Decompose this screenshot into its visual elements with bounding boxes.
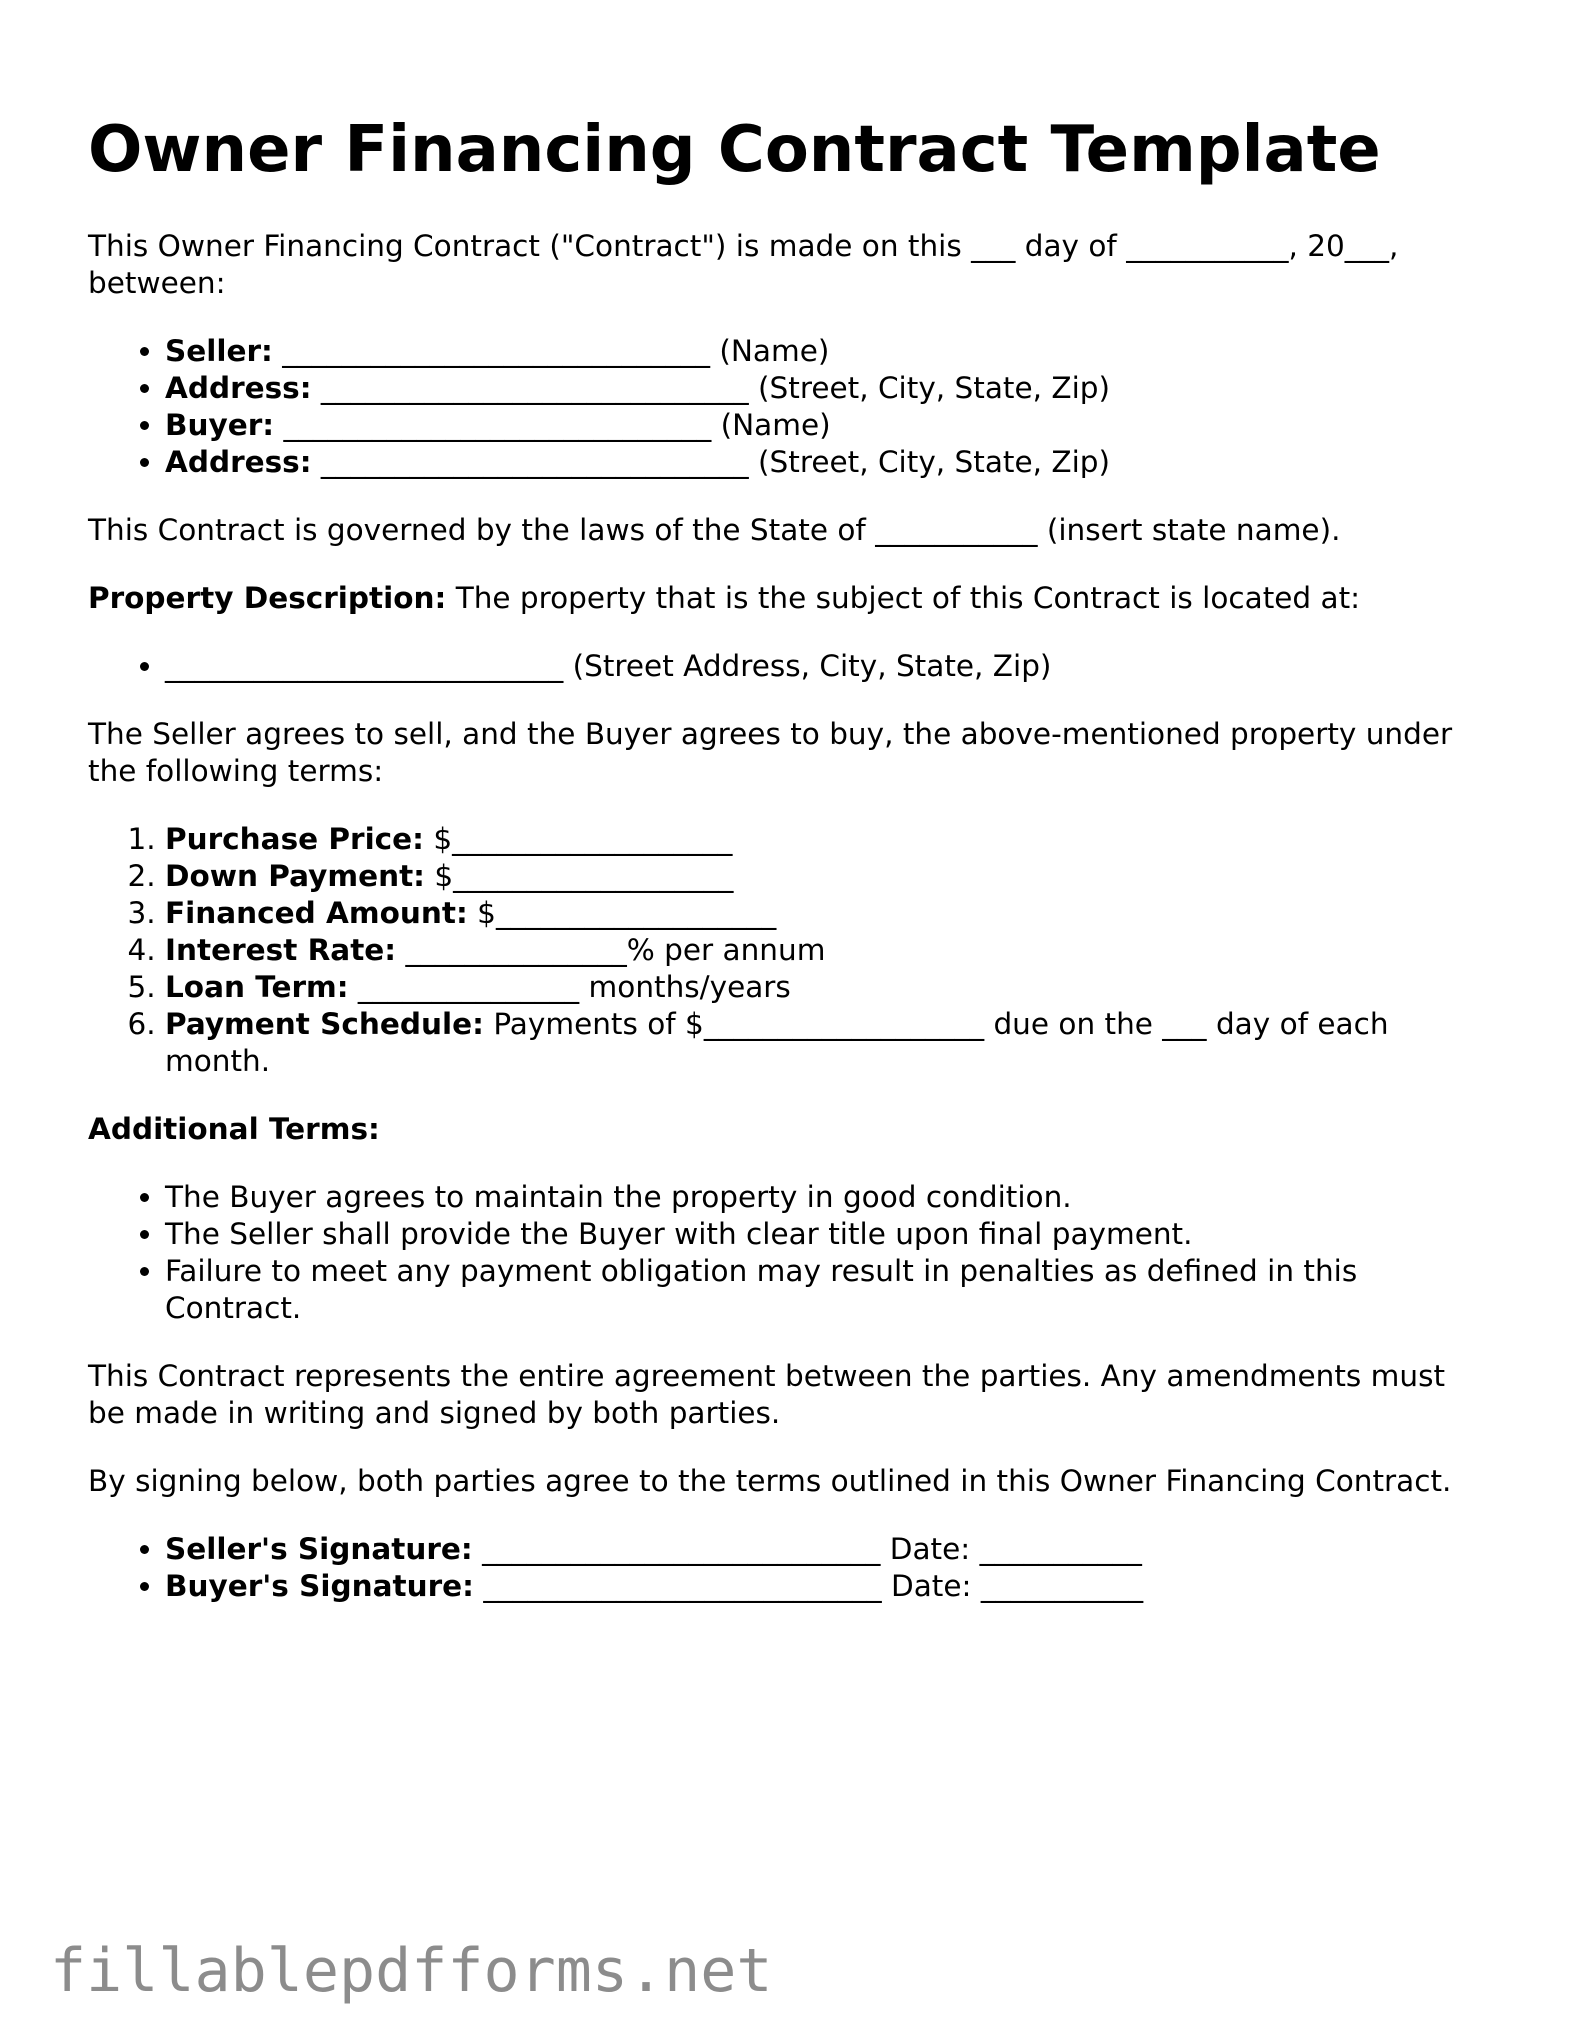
term-label: Loan Term: [165, 970, 349, 1004]
additional-terms-label: Additional Terms: [88, 1112, 380, 1146]
party-seller-name [165, 333, 1488, 370]
entire-agreement-paragraph: This Contract represents the entire agreement between the parties. Any amendments must be made in writing and signed by both parties. [88, 1359, 1446, 1430]
property-address-line: • ___________________________ (Street Address, City, State, Zip) [165, 648, 1488, 685]
term-blank: Payments of $___________________ due on the ___ day of each month. [165, 1007, 1389, 1078]
field-label: Buyer: [165, 408, 275, 442]
additional-terms-list [88, 1179, 1488, 1327]
additional-term-item: • The Buyer agrees to maintain the property in good condition. [165, 1179, 1488, 1216]
signing-intro-paragraph: By signing below, both parties agree to the terms outlined in this Owner Financing Contract. [88, 1464, 1452, 1498]
additional-term-item: • The Seller shall provide the Buyer with clear title upon final payment. [165, 1216, 1488, 1253]
property-address-list [88, 648, 1488, 685]
term-label: Financed Amount: [165, 896, 468, 930]
term-blank: $___________________ [467, 896, 777, 930]
term-label: Down Payment: [165, 859, 425, 893]
party-buyer-address [165, 444, 1488, 481]
term-label: Payment Schedule: [165, 1007, 484, 1041]
term-financed-amount [165, 895, 1488, 932]
field-blank: _____________________________ (Street, City, State, Zip) [311, 445, 1111, 479]
field-blank: _____________________________ (Name) [272, 334, 830, 368]
term-loan-term [165, 969, 1488, 1006]
parties-list [88, 333, 1488, 481]
additional-term-item: • Failure to meet any payment obligation may result in penalties as defined in this Contract. [165, 1253, 1488, 1327]
property-description-text: The property that is the subject of this Contract is located at: [446, 581, 1361, 615]
signature-blank: ___________________________ Date: ___________ [472, 1532, 1142, 1566]
buyer-signature-line [165, 1568, 1488, 1605]
party-seller-address [165, 370, 1488, 407]
term-interest-rate [165, 932, 1488, 969]
signatures-list [88, 1531, 1488, 1605]
field-blank: _____________________________ (Name) [274, 408, 831, 442]
party-buyer-name [165, 407, 1488, 444]
terms-intro-paragraph: The Seller agrees to sell, and the Buyer agrees to buy, the above-mentioned property under the following terms: [88, 717, 1453, 788]
term-down-payment [165, 858, 1488, 895]
field-label: Address: [165, 371, 312, 405]
term-blank: _______________ months/years [348, 970, 791, 1004]
property-description-label: Property Description: [88, 581, 447, 615]
additional-terms-heading [88, 1111, 1488, 1148]
term-label: Purchase Price: [165, 822, 424, 856]
field-label: Address: [165, 445, 312, 479]
term-blank: $___________________ [423, 822, 733, 856]
field-blank: _____________________________ (Street, City, State, Zip) [311, 371, 1111, 405]
field-label: Seller: [165, 334, 273, 368]
term-blank: $___________________ [424, 859, 734, 893]
term-blank: _______________% per annum [396, 933, 826, 967]
seller-signature-line [165, 1531, 1488, 1568]
property-description-paragraph [88, 580, 1488, 617]
intro-paragraph: This Owner Financing Contract ("Contract") is made on this ___ day of ___________, 20___, between: [88, 229, 1399, 300]
term-payment-schedule [165, 1006, 1488, 1080]
page-title: Owner Financing Contract Template [88, 113, 1381, 187]
term-purchase-price [165, 821, 1488, 858]
signature-label: Seller's Signature: [165, 1532, 473, 1566]
signature-blank: ___________________________ Date: ___________ [473, 1569, 1144, 1603]
contract-body [88, 228, 1488, 1636]
term-label: Interest Rate: [165, 933, 397, 967]
terms-list [88, 821, 1488, 1080]
signature-label: Buyer's Signature: [165, 1569, 474, 1603]
site-watermark: fillablepdfforms.net [50, 1936, 773, 2006]
governing-law-paragraph: This Contract is governed by the laws of the State of ___________ (insert state name). [88, 513, 1341, 547]
